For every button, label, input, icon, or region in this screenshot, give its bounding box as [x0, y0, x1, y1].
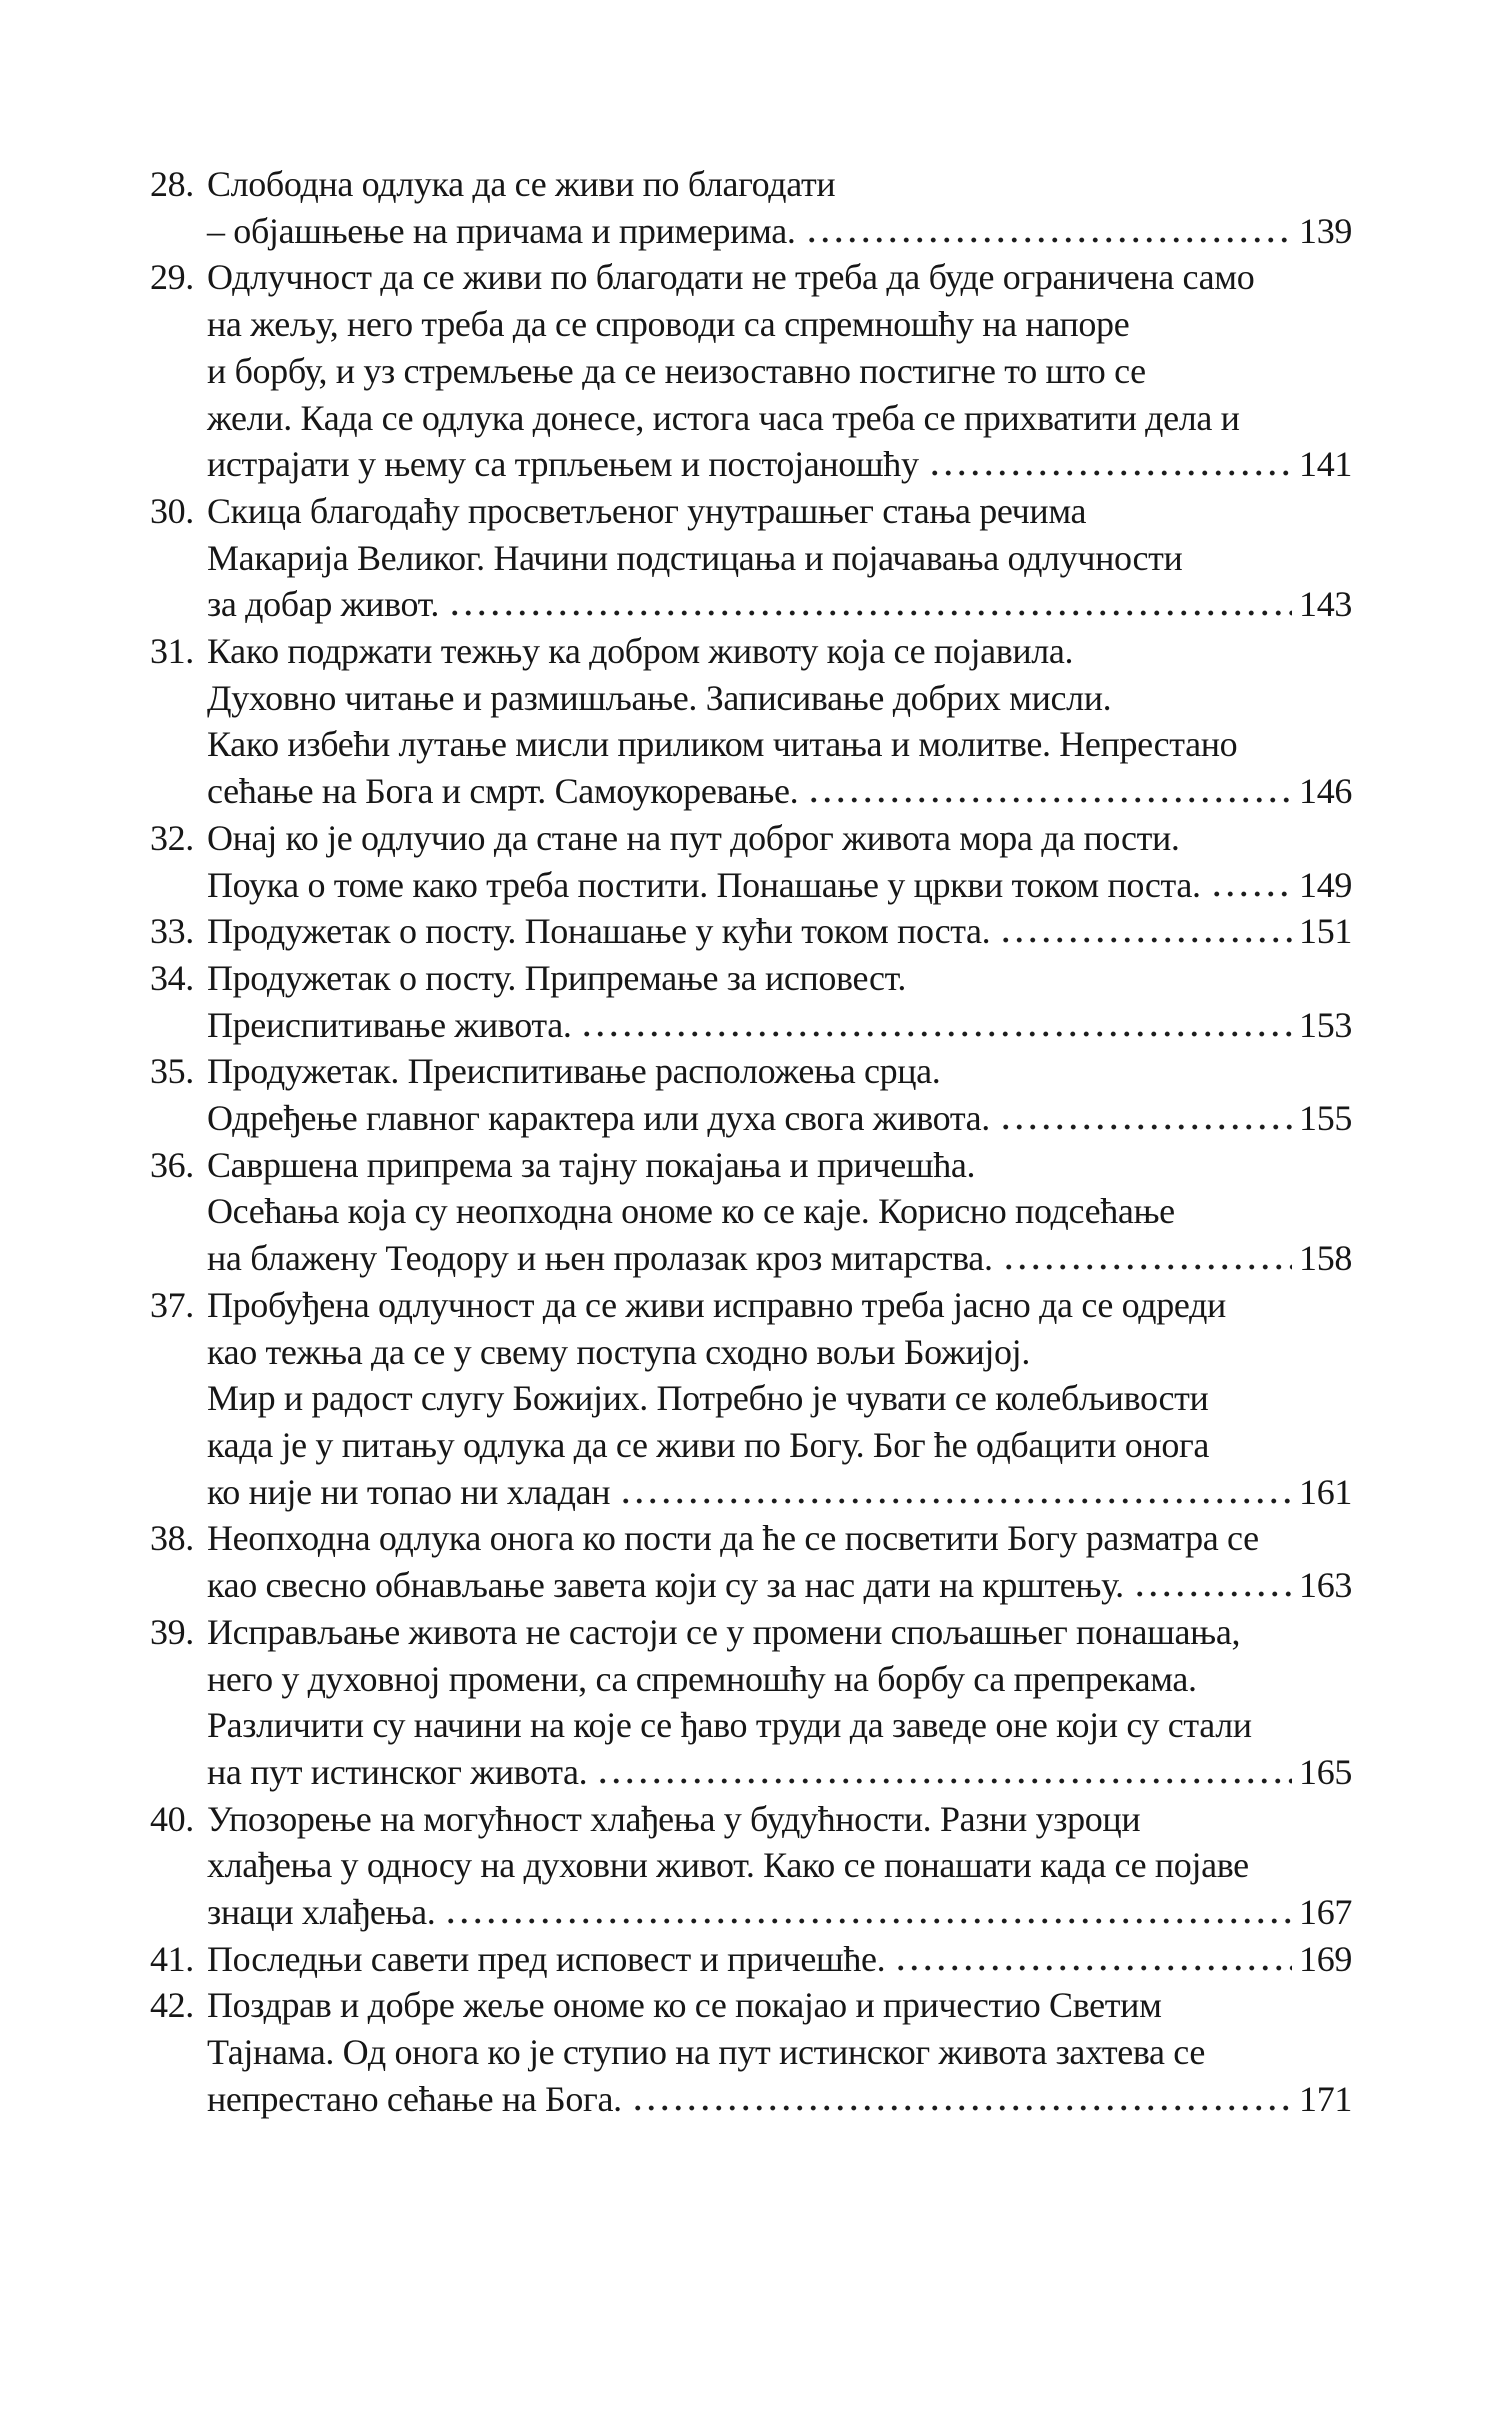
entry-number: 35. — [150, 1051, 194, 1092]
toc-line: хлађења у односу на духовни живот. Како се понашати када се појаве — [207, 1845, 1249, 1886]
entry-body — [207, 161, 1352, 254]
toc-entry — [150, 1142, 1352, 1282]
toc-line: Како подржати тежњу ка добром животу која се појавила. — [207, 631, 1074, 672]
toc-line — [207, 1889, 1352, 1936]
entry-number: 36. — [150, 1144, 194, 1185]
page-number: 149 — [1299, 864, 1352, 905]
entry-number: 38. — [150, 1518, 194, 1559]
toc-line: Осећања која су неопходна ономе ко се каје. Корисно подсећање — [207, 1191, 1175, 1232]
toc-line-text: Последњи савети пред исповест и причешће. — [207, 1938, 886, 1979]
entry-number: 28. — [150, 164, 194, 204]
entry-body — [207, 628, 1352, 815]
toc-line: Неопходна одлука онога ко пости да ће се посветити Богу разматра се — [207, 1518, 1259, 1559]
entry-number: 42. — [150, 1985, 194, 2026]
toc-line: када је у питању одлука да се живи по Богу. Бог ће одбацити онога — [207, 1424, 1210, 1465]
entry-number: 39. — [150, 1611, 194, 1652]
page-number: 143 — [1299, 584, 1352, 625]
toc-line: Тајнама. Од онога ко је ступио на пут истинског живота захтева се — [207, 2032, 1205, 2073]
entry-body — [207, 1515, 1352, 1608]
toc-entry — [150, 628, 1352, 815]
page-number: 158 — [1299, 1238, 1352, 1279]
entry-body — [207, 908, 1352, 955]
entry-body — [207, 488, 1352, 628]
toc-line: Мир и радост слугу Божијих. Потребно је чувати се колебљивости — [207, 1378, 1209, 1419]
toc-line: Скица благодаћу просветљеног унутрашњег стања речима — [207, 490, 1087, 531]
page-number: 146 — [1299, 771, 1352, 812]
toc-line: Исправљање живота не састоји се у промени спољашњег понашања, — [207, 1611, 1241, 1652]
toc-line: Упозорење на могућност хлађења у будућности. Разни узроци — [207, 1798, 1141, 1839]
dot-leader — [1002, 1260, 1292, 1270]
toc-line-text: ко није ни топао ни хладан — [207, 1471, 611, 1512]
toc-line-text: непрестано сећање на Бога. — [207, 2078, 622, 2119]
dot-leader — [805, 233, 1293, 243]
toc-line-text: знаци хлађења. — [207, 1892, 436, 1933]
toc-entry — [150, 1609, 1352, 1796]
entry-body — [207, 1609, 1352, 1796]
dot-leader — [631, 2101, 1292, 2111]
entry-number: 41. — [150, 1938, 194, 1979]
dot-leader — [619, 1494, 1292, 1504]
toc-line: Онај ко је одлучио да стане на пут доброг живота мора да пости. — [207, 817, 1180, 858]
toc-line: Макарија Великог. Начини подстицања и појачавања одлучности — [207, 537, 1183, 578]
entry-body — [207, 1796, 1352, 1936]
entry-number: 40. — [150, 1798, 194, 1839]
toc-line: на жељу, него треба да се спроводи са спремношћу на напоре — [207, 304, 1130, 345]
toc-line — [207, 581, 1352, 628]
dot-leader — [580, 1027, 1292, 1037]
toc-line: Продужетак. Преиспитивање расположења срца. — [207, 1051, 941, 1092]
dot-leader — [999, 933, 1292, 943]
page-number: 155 — [1299, 1098, 1352, 1139]
toc-line-text: за добар живот. — [207, 584, 440, 625]
toc-line-text: – објашњење на причама и примерима. — [207, 210, 796, 251]
entry-number: 37. — [150, 1284, 194, 1325]
page-number: 165 — [1299, 1751, 1352, 1792]
toc-line: Духовно читање и размишљање. Записивање добрих мисли. — [207, 677, 1112, 718]
page-number: 153 — [1299, 1004, 1352, 1045]
entry-body — [207, 1142, 1352, 1282]
dot-leader — [894, 1961, 1292, 1971]
toc-line — [207, 1749, 1352, 1796]
toc-line-text: истрајати у њему са трпљењем и постојаношћу — [207, 444, 919, 485]
page-number: 141 — [1299, 444, 1352, 485]
entry-body — [207, 1048, 1352, 1141]
page-number: 163 — [1299, 1565, 1352, 1606]
toc-line — [207, 208, 1352, 255]
dot-leader — [1210, 887, 1292, 897]
toc-entry — [150, 1982, 1352, 2122]
toc-line: Поздрав и добре жеље ономе ко се покајао и причестио Светим — [207, 1985, 1162, 2026]
toc-entry — [150, 1936, 1352, 1983]
page-number: 171 — [1299, 2078, 1352, 2119]
toc-line — [207, 1095, 1352, 1142]
dot-leader — [807, 793, 1292, 803]
entry-body — [207, 254, 1352, 488]
entry-body — [207, 955, 1352, 1048]
dot-leader — [448, 606, 1292, 616]
toc-line: Пробуђена одлучност да се живи исправно треба јасно да се одреди — [207, 1284, 1226, 1325]
page-number: 169 — [1299, 1938, 1352, 1979]
toc-line: Како избећи лутање мисли приликом читања и молитве. Непрестано — [207, 724, 1238, 765]
toc-line — [207, 441, 1352, 488]
toc-line: него у духовној промени, са спремношћу на борбу са препрекама. — [207, 1658, 1197, 1699]
toc-line — [207, 908, 1352, 955]
entry-number: 29. — [150, 257, 194, 298]
toc-line: Савршена припрема за тајну покајања и причешћа. — [207, 1144, 976, 1185]
dot-leader — [928, 466, 1292, 476]
toc-line — [207, 2076, 1352, 2123]
entry-number: 34. — [150, 957, 194, 998]
toc-line: Продужетак о посту. Припремање за исповест. — [207, 957, 906, 998]
page-number: 151 — [1299, 911, 1352, 952]
page-number: 139 — [1299, 210, 1352, 251]
dot-leader — [444, 1914, 1292, 1924]
toc-line: и борбу, и уз стремљење да се неизоставно постигне то што се — [207, 350, 1146, 391]
entry-body — [207, 1982, 1352, 2122]
toc-line — [207, 1469, 1352, 1516]
entry-number: 32. — [150, 817, 194, 858]
toc-line — [207, 1562, 1352, 1609]
toc-entry — [150, 161, 1352, 254]
toc-line: жели. Када се одлука донесе, истога часа треба се прихватити дела и — [207, 397, 1240, 438]
toc-line — [207, 862, 1352, 909]
entry-body — [207, 1282, 1352, 1516]
entry-body — [207, 1936, 1352, 1983]
toc-line — [207, 1936, 1352, 1983]
toc-entry — [150, 1515, 1352, 1608]
toc-entry — [150, 908, 1352, 955]
toc-line: Одлучност да се живи по благодати не треба да буде ограничена само — [207, 257, 1255, 298]
toc-line: Слободна одлука да се живи по благодати — [207, 164, 836, 204]
toc-line-text: на пут истинског живота. — [207, 1751, 588, 1792]
entry-number: 31. — [150, 631, 194, 672]
toc-line: Различити су начини на које се ђаво труди да заведе оне који су стали — [207, 1705, 1252, 1746]
toc-entry — [150, 1048, 1352, 1141]
toc-entry — [150, 955, 1352, 1048]
toc-line: као тежња да се у свему поступа сходно вољи Божијој. — [207, 1331, 1030, 1372]
toc-entry — [150, 254, 1352, 488]
page-number: 161 — [1299, 1471, 1352, 1512]
dot-leader — [596, 1774, 1292, 1784]
dot-leader — [999, 1120, 1292, 1130]
toc-line-text: Продужетак о посту. Понашање у кући током поста. — [207, 911, 991, 952]
toc-line-text: Одређење главног карактера или духа свога живота. — [207, 1098, 990, 1139]
entry-body — [207, 815, 1352, 908]
toc-list — [150, 161, 1352, 2123]
toc-entry — [150, 488, 1352, 628]
page-number: 167 — [1299, 1892, 1352, 1933]
toc-entry — [150, 1796, 1352, 1936]
dot-leader — [1133, 1587, 1292, 1597]
toc-line-text: Поука о томе како треба постити. Понашање у цркви током поста. — [207, 864, 1201, 905]
toc-line — [207, 768, 1352, 815]
toc-entry — [150, 1282, 1352, 1516]
toc-line-text: као свесно обнављање завета који су за нас дати на крштењу. — [207, 1565, 1124, 1606]
entry-number: 33. — [150, 911, 194, 952]
toc-line-text: сећање на Бога и смрт. Самоукоревање. — [207, 771, 799, 812]
entry-number: 30. — [150, 490, 194, 531]
toc-entry — [150, 815, 1352, 908]
toc-line — [207, 1002, 1352, 1049]
toc-line — [207, 1235, 1352, 1282]
toc-line-text: Преиспитивање живота. — [207, 1004, 572, 1045]
toc-line-text: на блажену Теодору и њен пролазак кроз митарства. — [207, 1238, 993, 1279]
